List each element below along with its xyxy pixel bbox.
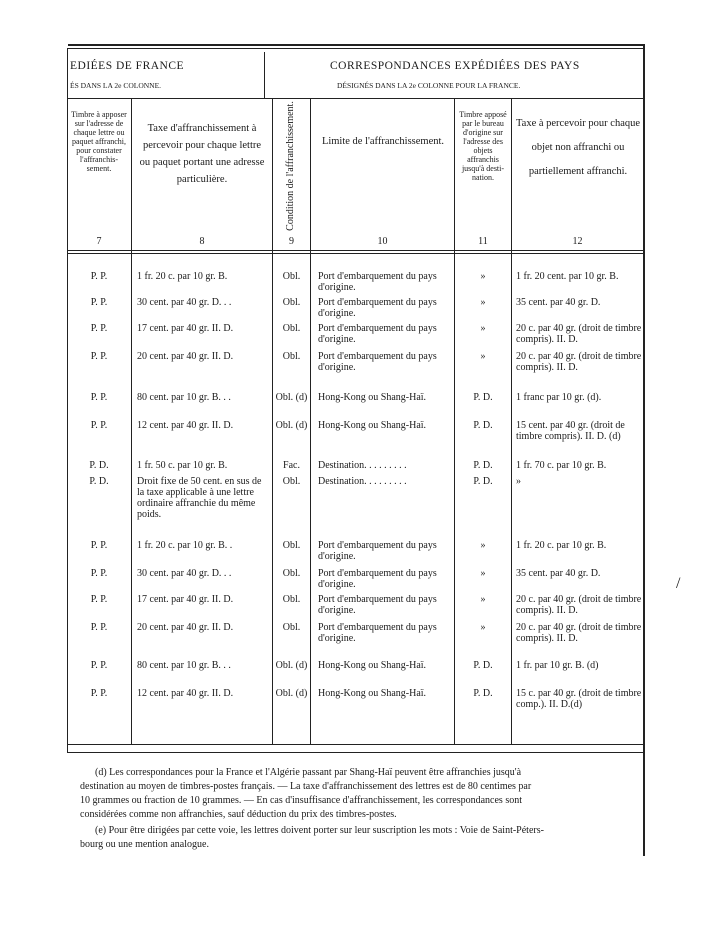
cell-c9: Obl. (d) xyxy=(275,420,308,431)
cell-c9: Fac. xyxy=(283,460,300,471)
cell-c7: P. P. xyxy=(90,688,108,699)
col-divider-7-8 xyxy=(131,99,132,744)
cell-c12: 20 c. par 40 gr. (droit de timbre compris). II. D. xyxy=(516,622,642,644)
cell-c12: 20 c. par 40 gr. (droit de timbre compris). II. D. xyxy=(516,351,642,373)
cell-c11: » xyxy=(480,351,486,362)
cell-c9: Obl. xyxy=(282,271,301,282)
cell-c8: 80 cent. par 10 gr. B. . . xyxy=(137,392,231,403)
cell-c10: Hong-Kong ou Shang-Haï. xyxy=(318,688,427,699)
stray-mark: / xyxy=(676,575,681,592)
footnote-e-line-2: bourg ou une mention analogue. xyxy=(80,839,209,850)
cell-c9: Obl. xyxy=(282,540,301,551)
cell-c7: P. P. xyxy=(90,540,108,551)
cell-c9: Obl. (d) xyxy=(275,392,308,403)
column-number-9: 9 xyxy=(289,236,294,247)
column-number-rule-2 xyxy=(68,253,644,254)
cell-c8: 17 cent. par 40 gr. II. D. xyxy=(137,594,234,605)
cell-c12: 1 fr. 20 cent. par 10 gr. B. xyxy=(516,271,619,282)
cell-c9: Obl. xyxy=(282,323,301,334)
cell-c10: Destination. . . . . . . . . xyxy=(318,476,407,487)
cell-c9: Obl. (d) xyxy=(275,660,308,671)
cell-c9: Obl. xyxy=(282,622,301,633)
footnote-e-line-1: (e) Pour être dirigées par cette voie, les lettres doivent porter sur leur suscription les mots : Voie de Saint-Péters- xyxy=(95,825,544,836)
cell-c8: 12 cent. par 40 gr. II. D. xyxy=(137,688,234,699)
cell-c12: » xyxy=(516,476,521,487)
left-border xyxy=(67,48,68,753)
cell-c12: 1 fr. par 10 gr. B. (d) xyxy=(516,660,599,671)
cell-c8: 20 cent. par 40 gr. II. D. xyxy=(137,351,234,362)
cell-c11: P. D. xyxy=(473,460,493,471)
cell-c12: 20 c. par 40 gr. (droit de timbre compris). II. D. xyxy=(516,323,642,345)
cell-c7: P. P. xyxy=(90,351,108,362)
cell-c10: Destination. . . . . . . . . xyxy=(318,460,407,471)
cell-c8: 1 fr. 50 c. par 10 gr. B. xyxy=(137,460,228,471)
top-border-thin xyxy=(68,48,644,49)
cell-c7: P. D. xyxy=(89,476,109,487)
column-number-12: 12 xyxy=(572,236,583,247)
cell-c12: 20 c. par 40 gr. (droit de timbre compris). II. D. xyxy=(516,594,642,616)
cell-c11: P. D. xyxy=(473,660,493,671)
cell-c12: 1 franc par 10 gr. (d). xyxy=(516,392,602,403)
top-border xyxy=(68,44,644,46)
cell-c9: Obl. xyxy=(282,297,301,308)
cell-c10: Port d'embarquement du pays d'origine. xyxy=(318,568,437,590)
cell-c11: P. D. xyxy=(473,476,493,487)
cell-c11: » xyxy=(480,540,486,551)
column-number-10: 10 xyxy=(377,236,388,247)
cell-c9: Obl. xyxy=(282,594,301,605)
cell-c9: Obl. (d) xyxy=(275,688,308,699)
footnote-d-line-1: (d) Les correspondances pour la France et l'Algérie passant par Shang-Haï peuvent être affranchies jusqu'à xyxy=(95,767,522,778)
footnote-d-line-4: considérées comme non affranchies, sauf déduction du prix des timbres-postes. xyxy=(80,809,397,820)
cell-c8: 80 cent. par 10 gr. B. . . xyxy=(137,660,231,671)
cell-c11: » xyxy=(480,594,486,605)
cell-c10: Hong-Kong ou Shang-Haï. xyxy=(318,392,427,403)
cell-c10: Port d'embarquement du pays d'origine. xyxy=(318,271,437,293)
cell-c10: Port d'embarquement du pays d'origine. xyxy=(318,622,437,644)
cell-c7: P. P. xyxy=(90,622,108,633)
column-header-10: Limite de l'affranchissement. xyxy=(321,136,445,147)
cell-c7: P. P. xyxy=(90,660,108,671)
cell-c10: Hong-Kong ou Shang-Haï. xyxy=(318,420,427,431)
cell-c7: P. P. xyxy=(90,392,108,403)
cell-c8: 20 cent. par 40 gr. II. D. xyxy=(137,622,234,633)
cell-c12: 15 cent. par 40 gr. (droit de timbre compris). II. D. (d) xyxy=(516,420,625,442)
cell-c12: 35 cent. par 40 gr. D. xyxy=(516,568,601,579)
cell-c12: 1 fr. 70 c. par 10 gr. B. xyxy=(516,460,607,471)
left-subtitle: ÉS DANS LA 2e COLONNE. xyxy=(70,81,162,90)
cell-c8: 1 fr. 20 c. par 10 gr. B. . xyxy=(137,540,233,551)
header-divider xyxy=(264,52,265,98)
footnote-d-line-2: destination au moyen de timbres-postes français. — La taxe d'affranchissement des lettres est de 80 centimes par xyxy=(80,781,532,792)
cell-c11: » xyxy=(480,297,486,308)
right-border xyxy=(643,44,645,856)
cell-c12: 15 c. par 40 gr. (droit de timbre comp.). II. D.(d) xyxy=(516,688,642,710)
cell-c11: » xyxy=(480,271,486,282)
cell-c11: P. D. xyxy=(473,688,493,699)
cell-c9: Obl. xyxy=(282,568,301,579)
cell-c11: » xyxy=(480,568,486,579)
cell-c7: P. P. xyxy=(90,323,108,334)
table-bottom-rule-2 xyxy=(68,752,644,753)
cell-c10: Port d'embarquement du pays d'origine. xyxy=(318,351,437,373)
cell-c8: 17 cent. par 40 gr. II. D. xyxy=(137,323,234,334)
cell-c12: 1 fr. 20 c. par 10 gr. B. xyxy=(516,540,607,551)
col-divider-11-12 xyxy=(511,99,512,744)
footnote-d-line-3: 10 grammes ou fraction de 10 grammes. — En cas d'insuffisance d'affranchissement, les correspondances sont xyxy=(80,795,522,806)
cell-c8: Droit fixe de 50 cent. en sus de la taxe applicable à une lettre ordinaire affranchie du même poids. xyxy=(137,476,262,520)
cell-c10: Port d'embarquement du pays d'origine. xyxy=(318,540,437,562)
cell-c11: » xyxy=(480,323,486,334)
table-bottom-rule xyxy=(68,744,644,745)
cell-c11: » xyxy=(480,622,486,633)
column-number-rule xyxy=(68,250,644,251)
cell-c11: P. D. xyxy=(473,420,493,431)
cell-c7: P. D. xyxy=(89,460,109,471)
right-subtitle: DÉSIGNÉS DANS LA 2e COLONNE POUR LA FRANCE. xyxy=(337,81,521,90)
col-divider-10-11 xyxy=(454,99,455,744)
cell-c8: 30 cent. par 40 gr. D. . . xyxy=(137,568,232,579)
column-header-12: Taxe à percevoir pour chaque objet non affranchi ou partiellement affranchi. xyxy=(515,118,641,177)
cell-c7: P. P. xyxy=(90,271,108,282)
cell-c10: Port d'embarquement du pays d'origine. xyxy=(318,594,437,616)
right-title: CORRESPONDANCES EXPÉDIÉES DES PAYS xyxy=(330,60,580,72)
cell-c8: 12 cent. par 40 gr. II. D. xyxy=(137,420,234,431)
cell-c8: 30 cent. par 40 gr. D. . . xyxy=(137,297,232,308)
left-title: EDIÉES DE FRANCE xyxy=(70,60,185,72)
cell-c7: P. P. xyxy=(90,297,108,308)
cell-c7: P. P. xyxy=(90,568,108,579)
cell-c10: Port d'embarquement du pays d'origine. xyxy=(318,297,437,319)
column-header-11: Timbre apposé par le bureau d'origine sur l'adresse des objets affranchis jusqu'à desti-nation. xyxy=(459,110,507,182)
column-number-11: 11 xyxy=(478,236,488,247)
column-header-8: Taxe d'affranchissement à percevoir pour chaque lettre ou paquet portant une adresse particulière. xyxy=(139,123,265,185)
cell-c7: P. P. xyxy=(90,594,108,605)
cell-c11: P. D. xyxy=(473,392,493,403)
column-header-7: Timbre à apposer sur l'adresse de chaque lettre ou paquet affranchi, pour constater l'affranchis-sement. xyxy=(71,110,127,173)
cell-c12: 35 cent. par 40 gr. D. xyxy=(516,297,601,308)
cell-c9: Obl. xyxy=(282,476,301,487)
col-divider-8-9 xyxy=(272,99,273,744)
col-divider-9-10 xyxy=(310,99,311,744)
column-number-7: 7 xyxy=(96,236,102,247)
cell-c10: Port d'embarquement du pays d'origine. xyxy=(318,323,437,345)
header-rule xyxy=(68,98,644,99)
column-number-8: 8 xyxy=(199,236,205,247)
cell-c8: 1 fr. 20 c. par 10 gr. B. xyxy=(137,271,228,282)
cell-c7: P. P. xyxy=(90,420,108,431)
column-header-9: Condition de l'affranchissement. xyxy=(285,101,296,231)
cell-c10: Hong-Kong ou Shang-Haï. xyxy=(318,660,427,671)
cell-c9: Obl. xyxy=(282,351,301,362)
